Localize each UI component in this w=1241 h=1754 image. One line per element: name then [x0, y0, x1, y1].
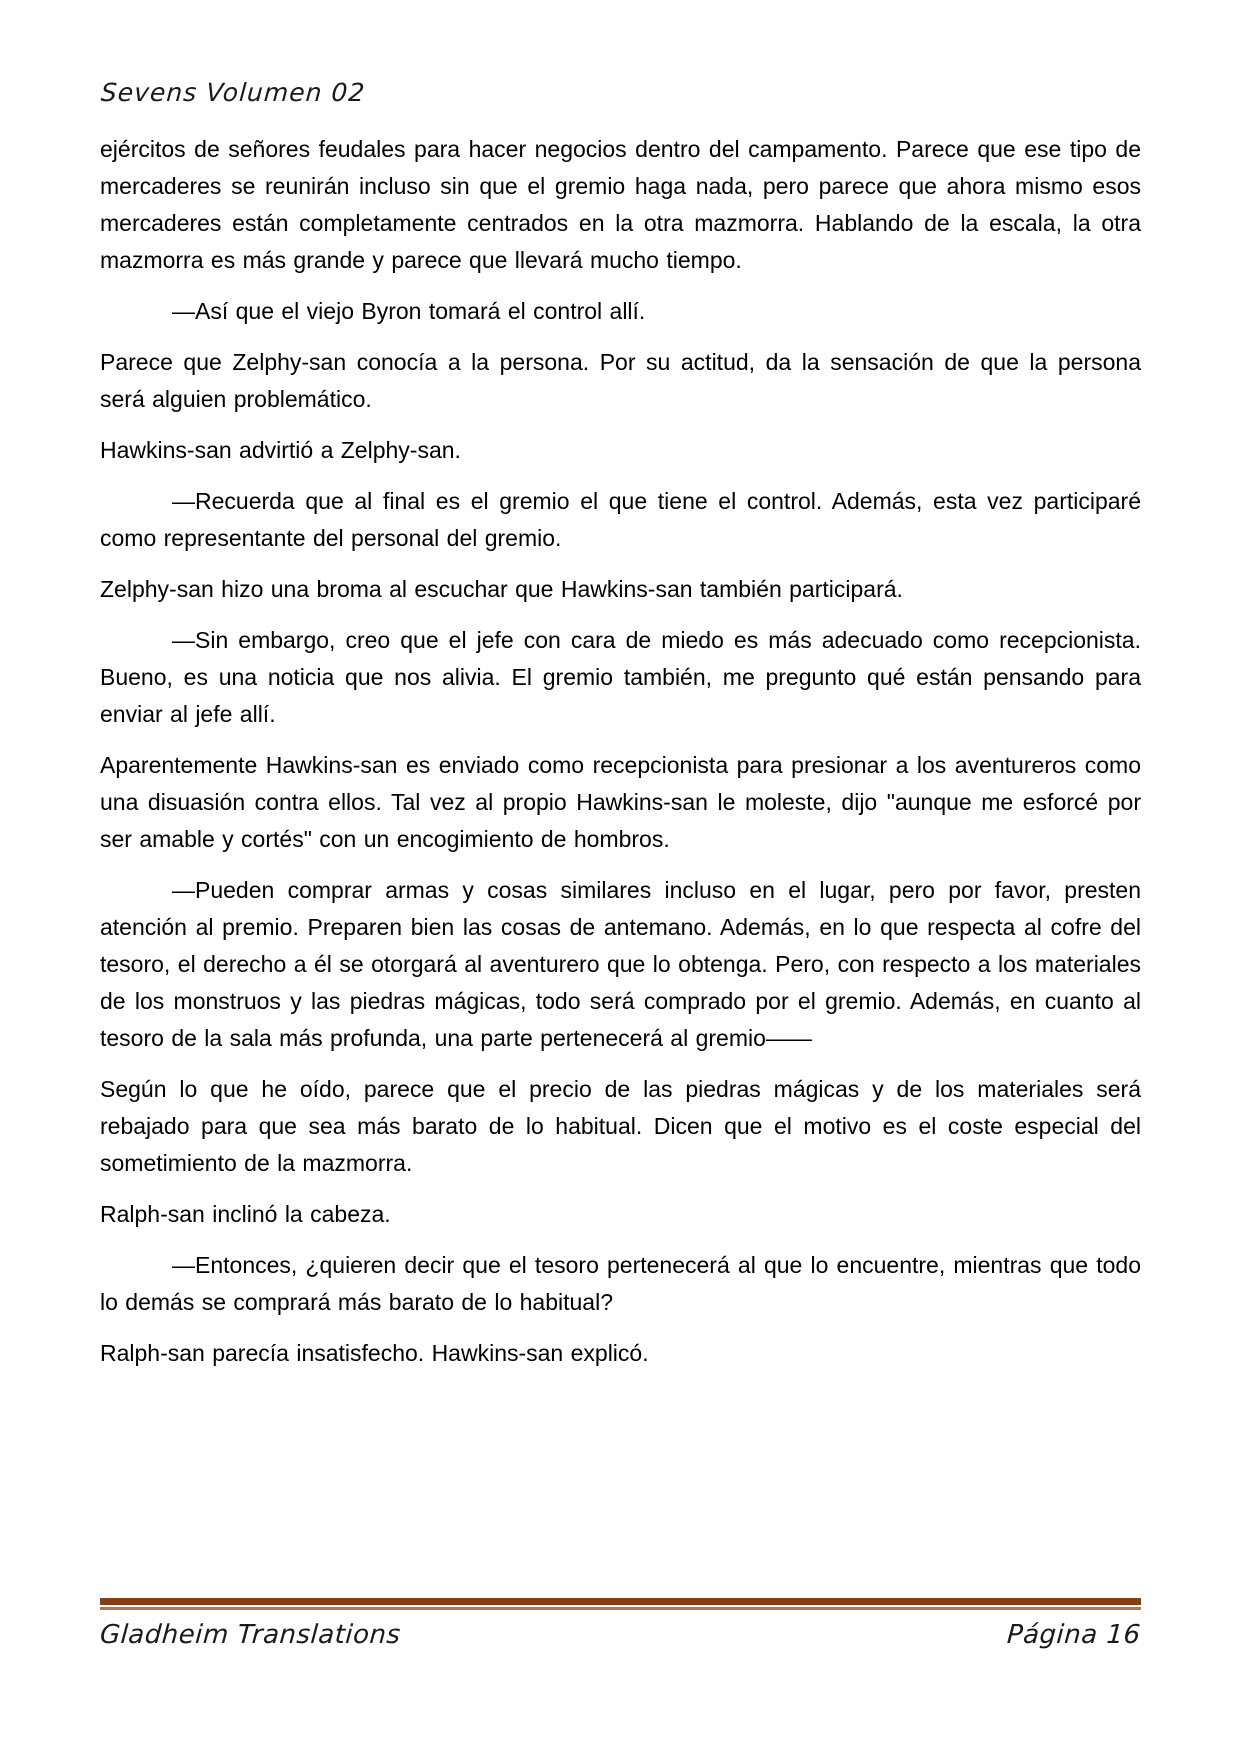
page-footer — [100, 1598, 1141, 1650]
paragraph: Parece que Zelphy-san conocía a la persona. Por su actitud, da la sensación de que la persona será alguien problemático. — [100, 349, 1141, 412]
footer-rule — [100, 1598, 1141, 1610]
page-header — [100, 78, 1141, 107]
paragraph: Hawkins-san advirtió a Zelphy-san. — [100, 437, 461, 463]
paragraph: Aparentemente Hawkins-san es enviado como recepcionista para presionar a los aventureros como una disuasión contra ellos. Tal vez al propio Hawkins-san le moleste, dijo "aunque me esforcé por ser amable y cortés" con un encogimiento de hombros. — [100, 752, 1141, 852]
paragraph: Ralph-san parecía insatisfecho. Hawkins-san explicó. — [100, 1340, 649, 1366]
dialog-paragraph: —Recuerda que al final es el gremio el que tiene el control. Además, esta vez participaré como representante del personal del gremio. — [100, 488, 1141, 551]
paragraph: ejércitos de señores feudales para hacer negocios dentro del campamento. Parece que ese tipo de mercaderes se reunirán incluso sin que el gremio haga nada, pero parece que ahora mismo esos mercaderes están completamente centrados en la otra mazmorra. Hablando de la escala, la otra mazmorra es más grande y parece que llevará mucho tiempo. — [100, 136, 1141, 273]
footer-row — [100, 1620, 1141, 1650]
document-body — [100, 131, 1141, 1386]
paragraph: Zelphy-san hizo una broma al escuchar que Hawkins-san también participará. — [100, 576, 903, 602]
header-title: Sevens Volumen 02 — [100, 78, 367, 107]
dialog-paragraph: —Entonces, ¿quieren decir que el tesoro pertenecerá al que lo encuentre, mientras que todo lo demás se comprará más barato de lo habitual? — [100, 1252, 1141, 1315]
footer-translator-credit: Gladheim Translations — [98, 1620, 402, 1650]
paragraph: Según lo que he oído, parece que el precio de las piedras mágicas y de los materiales será rebajado para que sea más barato de lo habitual. Dicen que el motivo es el coste especial del sometimiento de la mazmorra. — [100, 1076, 1141, 1176]
dialog-paragraph: —Pueden comprar armas y cosas similares incluso en el lugar, pero por favor, presten atención al premio. Preparen bien las cosas de antemano. Además, en lo que respecta al cofre del tesoro, el derecho a él se otorgará al aventurero que lo obtenga. Pero, con respecto a los materiales de los monstruos y las piedras mágicas, todo será comprado por el gremio. Además, en cuanto al tesoro de la sala más profunda, una parte pertenecerá al gremio—— — [100, 877, 1141, 1051]
dialog-paragraph: —Así que el viejo Byron tomará el control allí. — [172, 298, 646, 324]
dialog-paragraph: —Sin embargo, creo que el jefe con cara de miedo es más adecuado como recepcionista. Bueno, es una noticia que nos alivia. El gremio también, me pregunto qué están pensando para enviar al jefe allí. — [100, 627, 1141, 727]
paragraph: Ralph-san inclinó la cabeza. — [100, 1201, 391, 1227]
footer-page-number: Página 16 — [1006, 1620, 1143, 1650]
